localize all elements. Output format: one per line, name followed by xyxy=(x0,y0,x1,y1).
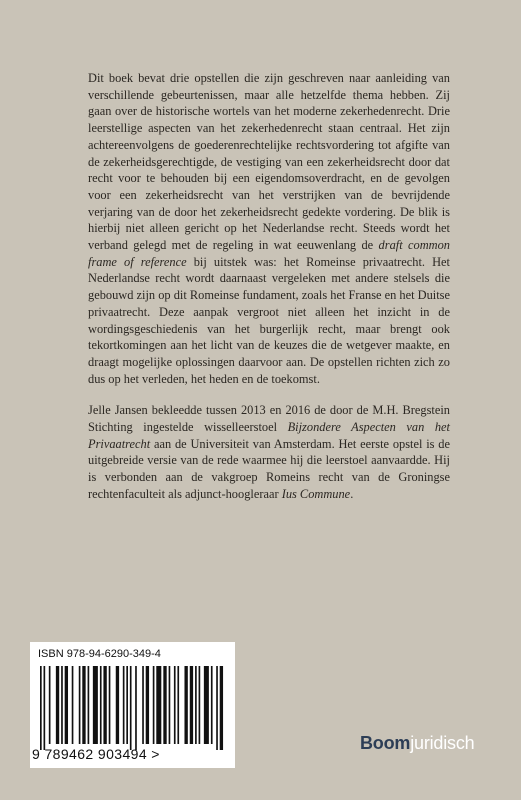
barcode-bar xyxy=(61,666,63,744)
barcode-bar xyxy=(220,666,223,750)
text-run: Dit boek bevat drie opstellen die zijn geschreven naar aanleiding van verschillende gebeurtenissen, maar alle hetzelfde thema hebben. Zij gaan over de historische wortels van het moderne zekerhedenrecht. Drie leerstellige aspecten van het zekerhedenrecht staan centraal. Het zijn achtereenvolgens de goederenrechtelijke rechtsvordering tot afgifte van de zekerheidsgerechtigde, de vestiging van een zekerheidsrecht door dat recht voor te behouden bij een eigendomsoverdracht, en de gevolgen voor een zekerheidsrecht van het verstrijken van de bevrijdende verjaring van de door het zekerheidsrecht gedekte vordering. De blik is hierbij niet alleen gericht op het Nederlandse recht. Steeds wordt het verband gelegd met de regeling in wat eeuwenlang de xyxy=(88,71,450,253)
barcode-bar xyxy=(72,666,74,744)
barcode-bar xyxy=(142,666,144,744)
barcode-digits: 9 789462 903494 > xyxy=(32,746,160,762)
barcode-bar xyxy=(199,666,201,744)
barcode-bar xyxy=(195,666,197,744)
text-run: bij uitstek was: het Romeinse privaatrecht. Het Nederlandse recht wordt daarnaast vergeleken met andere stelsels die gebouwd zijn op dit Romeinse fundament, zoals het Franse en het Duitse privaatrecht. Deze aanpak vergroot niet alleen het inzicht in de wordingsgeschiedenis van het burgerlijk recht, maar brengt ook tekortkomingen aan het licht van de keuzes die de wetgever maakte, en draagt mogelijke oplossingen daarvoor aan. De opstellen richten zich zo dus op het verleden, het heden en de toekomst. xyxy=(88,254,451,386)
barcode-bars xyxy=(40,666,225,750)
barcode-bar xyxy=(40,666,42,750)
barcode-bar xyxy=(109,666,111,744)
publisher-logo-juridisch: juridisch xyxy=(410,733,475,753)
barcode-bar xyxy=(82,666,85,744)
barcode-bar xyxy=(156,666,161,744)
blurb-paragraph-2 xyxy=(88,402,450,502)
italic-text-run: Ius Commune xyxy=(281,486,351,501)
barcode-bar xyxy=(146,666,149,744)
barcode-bar xyxy=(211,666,213,744)
barcode-bar xyxy=(174,666,176,744)
barcode-bar xyxy=(177,666,179,744)
barcode-bar xyxy=(130,666,132,750)
isbn-label: ISBN 978-94-6290-349-4 xyxy=(38,648,161,660)
barcode-bar xyxy=(216,666,218,750)
italic-text-run: draft common frame of reference xyxy=(88,238,450,269)
barcode-bar xyxy=(184,666,187,744)
barcode-bar xyxy=(126,666,128,744)
text-run: . xyxy=(350,486,354,501)
barcode-bar xyxy=(44,666,46,750)
barcode-bar xyxy=(153,666,155,744)
barcode-bar xyxy=(190,666,193,744)
blurb-paragraph-1 xyxy=(88,70,450,387)
blurb-text xyxy=(88,70,450,503)
barcode-bar xyxy=(49,666,51,744)
barcode-bar xyxy=(65,666,68,744)
text-run: aan de Universiteit van Amsterdam. Het eerste opstel is de uitgebreide versie van de rede waarmee hij die leerstoel aanvaardde. Hij is verbonden aan de vakgroep Romeins recht van de Groningse rechtenfaculteit als adjunct-hoogleraar xyxy=(88,436,450,501)
barcode-bar xyxy=(79,666,81,744)
italic-text-run: Bijzondere Aspecten van het Privaatrecht xyxy=(88,420,450,451)
barcode-bar xyxy=(163,666,166,744)
publisher-logo xyxy=(360,733,474,754)
barcode-bar xyxy=(103,666,106,744)
publisher-logo-boom: Boom xyxy=(360,733,411,753)
text-run: Jelle Jansen bekleedde tussen 2013 en 2016 de door de M.H. Bregstein Stichting ingestelde wisselleerstoel xyxy=(88,403,450,435)
barcode-bar xyxy=(123,666,125,744)
barcode-bar xyxy=(169,666,171,744)
barcode-bar xyxy=(56,666,59,744)
barcode-bar xyxy=(93,666,98,744)
barcode-bar xyxy=(204,666,209,744)
barcode-box xyxy=(30,642,235,768)
barcode-bar xyxy=(88,666,90,744)
barcode-bar xyxy=(100,666,102,744)
barcode-bar xyxy=(116,666,119,744)
barcode-bar xyxy=(135,666,137,750)
